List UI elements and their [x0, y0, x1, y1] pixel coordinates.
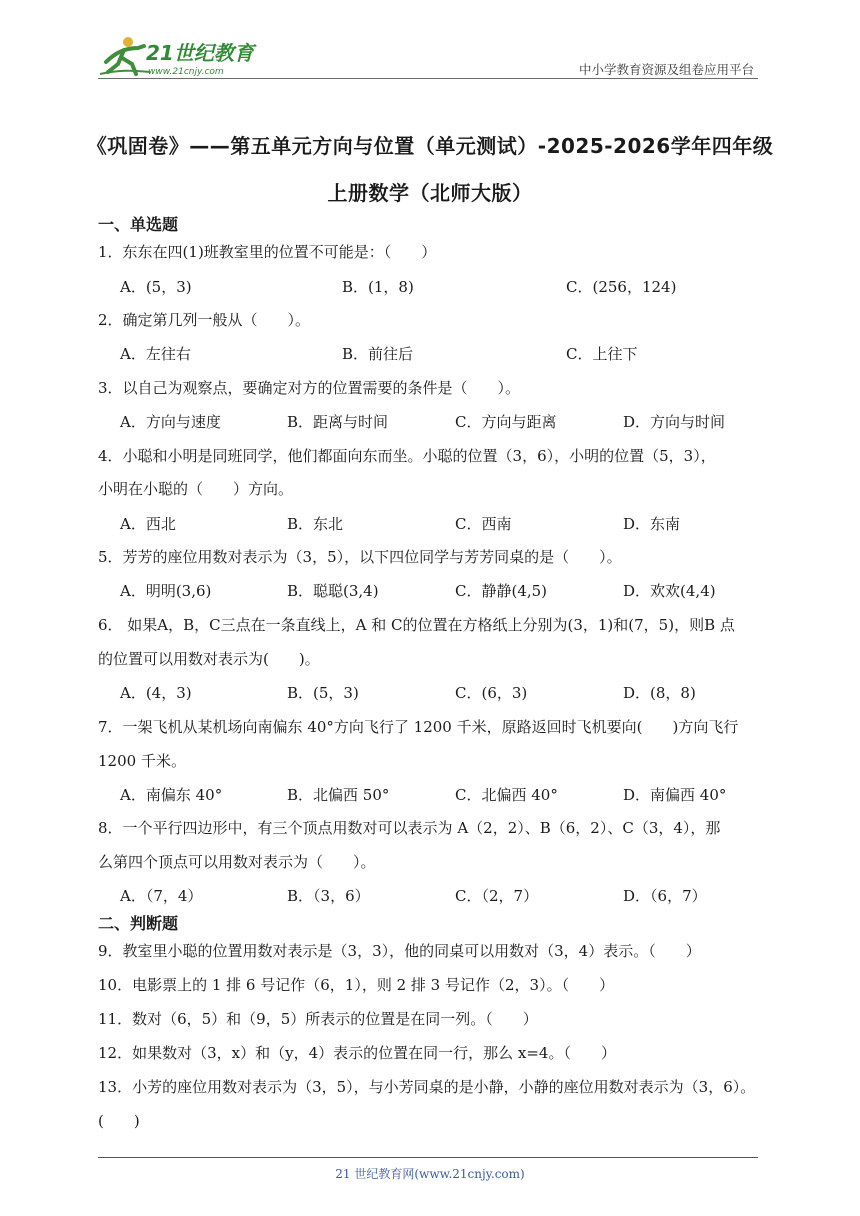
option: D．(8，8) — [623, 684, 696, 702]
option: C．静静(4,5) — [455, 582, 548, 600]
document-title-line-2: 上册数学（北师大版） — [327, 181, 533, 205]
option: D．欢欢(4,4) — [623, 582, 716, 600]
option: A．西北 — [120, 515, 176, 533]
option: C．西南 — [455, 515, 512, 533]
question-5: 5．芳芳的座位用数对表示为（3，5），以下四位同学与芳芳同桌的是（ ）。 — [98, 548, 622, 566]
question-1: 1．东东在四(1)班教室里的位置不可能是：（ ） — [98, 243, 437, 261]
option: B．前往后 — [342, 345, 414, 363]
option: C．(6，3) — [455, 684, 528, 702]
option: D．方向与时间 — [623, 413, 726, 431]
footer-divider — [98, 1157, 758, 1158]
logo — [98, 34, 263, 78]
option: C．(256，124) — [566, 278, 677, 296]
page-header — [98, 30, 758, 80]
question-2: 2．确定第几列一般从（ ）。 — [98, 311, 311, 329]
document-title-line-1: 《巩固卷》——第五单元方向与位置（单元测试）-2025-2026学年四年级 — [86, 134, 774, 158]
option: B．聪聪(3,4) — [287, 582, 379, 600]
option: C．北偏西 40° — [455, 786, 558, 804]
question-4-cont: 小明在小聪的（ ）方向。 — [98, 480, 294, 498]
option: C．上往下 — [566, 345, 638, 363]
option: D．东南 — [623, 515, 681, 533]
option: A．（7，4） — [120, 887, 203, 905]
svg-text:www.21cnjy.com: www.21cnjy.com — [148, 67, 224, 77]
question-13-cont: ( ) — [98, 1112, 140, 1130]
question-4: 4．小聪和小明是同班同学，他们都面向东而坐。小聪的位置（3，6），小明的位置（5，3）， — [98, 447, 716, 465]
option: B．(5，3) — [287, 684, 359, 702]
option: A．方向与速度 — [120, 413, 221, 431]
svg-text:21世纪教育: 21世纪教育 — [146, 41, 254, 65]
section-heading-single-choice: 一、单选题 — [98, 215, 179, 234]
option: A．(4，3) — [120, 684, 192, 702]
option: A．(5，3) — [120, 278, 192, 296]
option: B．距离与时间 — [287, 413, 389, 431]
section-heading-judgment: 二、判断题 — [98, 914, 179, 933]
option: D．南偏西 40° — [623, 786, 727, 804]
option: D．（6，7） — [623, 887, 707, 905]
question-6: 6． 如果A，B，C三点在一条直线上，A 和 C的位置在方格纸上分别为(3，1)和(7，5)，则B 点 — [98, 616, 735, 634]
question-13: 13．小芳的座位用数对表示为（3，5），与小芳同桌的是小静，小静的座位用数对表示为（3，6）。 — [98, 1078, 756, 1096]
question-10: 10．电影票上的 1 排 6 号记作（6，1），则 2 排 3 号记作（2，3）。（ ） — [98, 976, 615, 994]
option: B．北偏西 50° — [287, 786, 390, 804]
option: C．（2，7） — [455, 887, 539, 905]
option: B．（3，6） — [287, 887, 370, 905]
question-9: 9．教室里小聪的位置用数对表示是（3，3），他的同桌可以用数对（3，4）表示。（ ） — [98, 942, 701, 960]
question-6-cont: 的位置可以用数对表示为( )。 — [98, 650, 320, 668]
question-11: 11．数对（6，5）和（9，5）所表示的位置是在同一列。（ ） — [98, 1010, 538, 1028]
question-8-cont: 么第四个顶点可以用数对表示为（ ）。 — [98, 853, 376, 871]
option: A．左往右 — [120, 345, 191, 363]
question-7: 7．一架飞机从某机场向南偏东 40°方向飞行了 1200 千米，原路返回时飞机要向( )方向飞行 — [98, 718, 739, 736]
header-divider — [98, 78, 758, 79]
option: B．(1，8) — [342, 278, 414, 296]
question-8: 8．一个平行四边形中，有三个顶点用数对可以表示为 A（2，2）、B（6，2）、C（3，4），那 — [98, 819, 721, 837]
runner-icon — [100, 37, 150, 74]
question-7-cont: 1200 千米。 — [98, 752, 186, 770]
page-footer: 21 世纪教育网(www.21cnjy.com) — [335, 1167, 525, 1181]
platform-name: 中小学教育资源及组卷应用平台 — [578, 62, 754, 77]
option: B．东北 — [287, 515, 344, 533]
option: A．明明(3,6) — [120, 582, 212, 600]
option: C．方向与距离 — [455, 413, 557, 431]
question-12: 12．如果数对（3，x）和（y，4）表示的位置在同一行，那么 x=4。（ ） — [98, 1044, 616, 1062]
option: A．南偏东 40° — [120, 786, 223, 804]
question-3: 3．以自己为观察点，要确定对方的位置需要的条件是（ ）。 — [98, 379, 521, 397]
